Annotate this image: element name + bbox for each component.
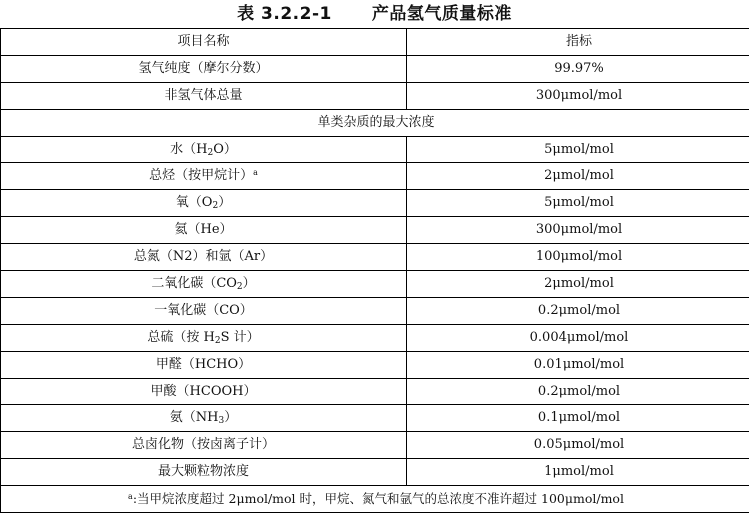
impurity-name-cell xyxy=(1,459,407,486)
table-row xyxy=(1,82,749,109)
table-row xyxy=(1,297,749,324)
impurity-name-cell xyxy=(1,217,407,244)
table-row xyxy=(1,459,749,486)
impurity-name-cell xyxy=(1,163,407,190)
impurity-name-text: 氨（NH xyxy=(169,410,219,426)
impurity-name-cell xyxy=(1,271,407,298)
impurity-name-text: 总硫（按 H xyxy=(147,329,215,345)
impurity-name-cell xyxy=(1,136,407,163)
footnote-marker: a xyxy=(128,492,133,502)
impurity-value-cell: 0.2μmol/mol xyxy=(407,297,749,324)
impurity-value-cell: 0.004μmol/mol xyxy=(407,324,749,351)
subscript: 3 xyxy=(218,416,225,427)
impurity-name-text: 二氧化碳（CO xyxy=(151,275,237,291)
table-row xyxy=(1,432,749,459)
impurity-value-cell: 0.05μmol/mol xyxy=(407,432,749,459)
table-row xyxy=(1,244,749,271)
impurity-value-cell: 0.2μmol/mol xyxy=(407,378,749,405)
impurity-name-text: ） xyxy=(242,275,256,291)
impurity-name-cell xyxy=(1,190,407,217)
impurity-value-cell: 100μmol/mol xyxy=(407,244,749,271)
subscript: 2 xyxy=(236,281,243,292)
item-name-cell: 氢气纯度（摩尔分数） xyxy=(1,55,407,82)
impurity-name-cell xyxy=(1,405,407,432)
footnote-ref: a xyxy=(253,168,258,178)
table-row xyxy=(1,55,749,82)
footnote-row xyxy=(1,486,749,513)
impurity-value-cell: 2μmol/mol xyxy=(407,271,749,298)
impurity-value-cell: 300μmol/mol xyxy=(407,217,749,244)
header-row xyxy=(1,29,749,56)
item-name-cell: 非氢气体总量 xyxy=(1,82,407,109)
table-row xyxy=(1,190,749,217)
table-row xyxy=(1,351,749,378)
table-row xyxy=(1,217,749,244)
impurity-name-text: 甲酸（HCOOH） xyxy=(150,383,257,399)
impurity-name-cell xyxy=(1,297,407,324)
impurity-name-text: 总烃（按甲烷计） xyxy=(149,168,254,184)
table-row xyxy=(1,271,749,298)
impurity-name-text: ） xyxy=(224,410,238,426)
subscript: 2 xyxy=(214,335,221,346)
impurity-name-text: 甲醛（HCHO） xyxy=(155,356,252,372)
impurity-name-text: 水（H xyxy=(170,141,208,157)
impurity-name-cell xyxy=(1,244,407,271)
impurity-name-text: 一氧化碳（CO） xyxy=(154,302,253,318)
impurity-value-cell: 5μmol/mol xyxy=(407,190,749,217)
footnote-text: :当甲烷浓度超过 2μmol/mol 时，甲烷、氮气和氩气的总浓度不准许超过 100μmol/mol xyxy=(132,491,624,507)
table-title-text: 产品氢气质量标准 xyxy=(371,4,512,24)
impurity-value-cell: 1μmol/mol xyxy=(407,459,749,486)
impurity-value-cell: 5μmol/mol xyxy=(407,136,749,163)
impurity-name-text: 总氮（N2）和氩（Ar） xyxy=(133,249,274,265)
subscript: 2 xyxy=(212,201,219,212)
impurity-name-text: 氧（O xyxy=(175,195,213,211)
impurity-name-text: ） xyxy=(218,195,232,211)
impurity-name-cell xyxy=(1,432,407,459)
impurity-name-text: 氦（He） xyxy=(174,222,233,238)
impurity-name-text: O） xyxy=(213,141,237,157)
table-row xyxy=(1,163,749,190)
item-value-cell: 99.97% xyxy=(407,55,749,82)
impurity-name-text: 最大颗粒物浓度 xyxy=(157,464,249,480)
impurity-value-cell: 2μmol/mol xyxy=(407,163,749,190)
impurity-name-cell xyxy=(1,378,407,405)
header-index-cell: 指标 xyxy=(407,29,749,56)
table-title xyxy=(0,0,749,28)
section-label-cell: 单类杂质的最大浓度 xyxy=(1,109,749,136)
impurity-name-cell xyxy=(1,324,407,351)
impurity-value-cell: 0.01μmol/mol xyxy=(407,351,749,378)
hydrogen-quality-table xyxy=(0,28,749,513)
impurity-value-cell: 0.1μmol/mol xyxy=(407,405,749,432)
subscript: 2 xyxy=(207,147,214,158)
impurity-name-text: 总卤化物（按卤离子计） xyxy=(131,437,275,453)
table-number: 表 3.2.2-1 xyxy=(237,4,332,24)
impurity-name-text: S 计） xyxy=(220,329,260,345)
header-item-cell: 项目名称 xyxy=(1,29,407,56)
table-row xyxy=(1,378,749,405)
footnote-cell xyxy=(1,486,749,513)
table-row xyxy=(1,405,749,432)
table-row xyxy=(1,324,749,351)
section-row xyxy=(1,109,749,136)
impurity-name-cell xyxy=(1,351,407,378)
table-row xyxy=(1,136,749,163)
item-value-cell: 300μmol/mol xyxy=(407,82,749,109)
